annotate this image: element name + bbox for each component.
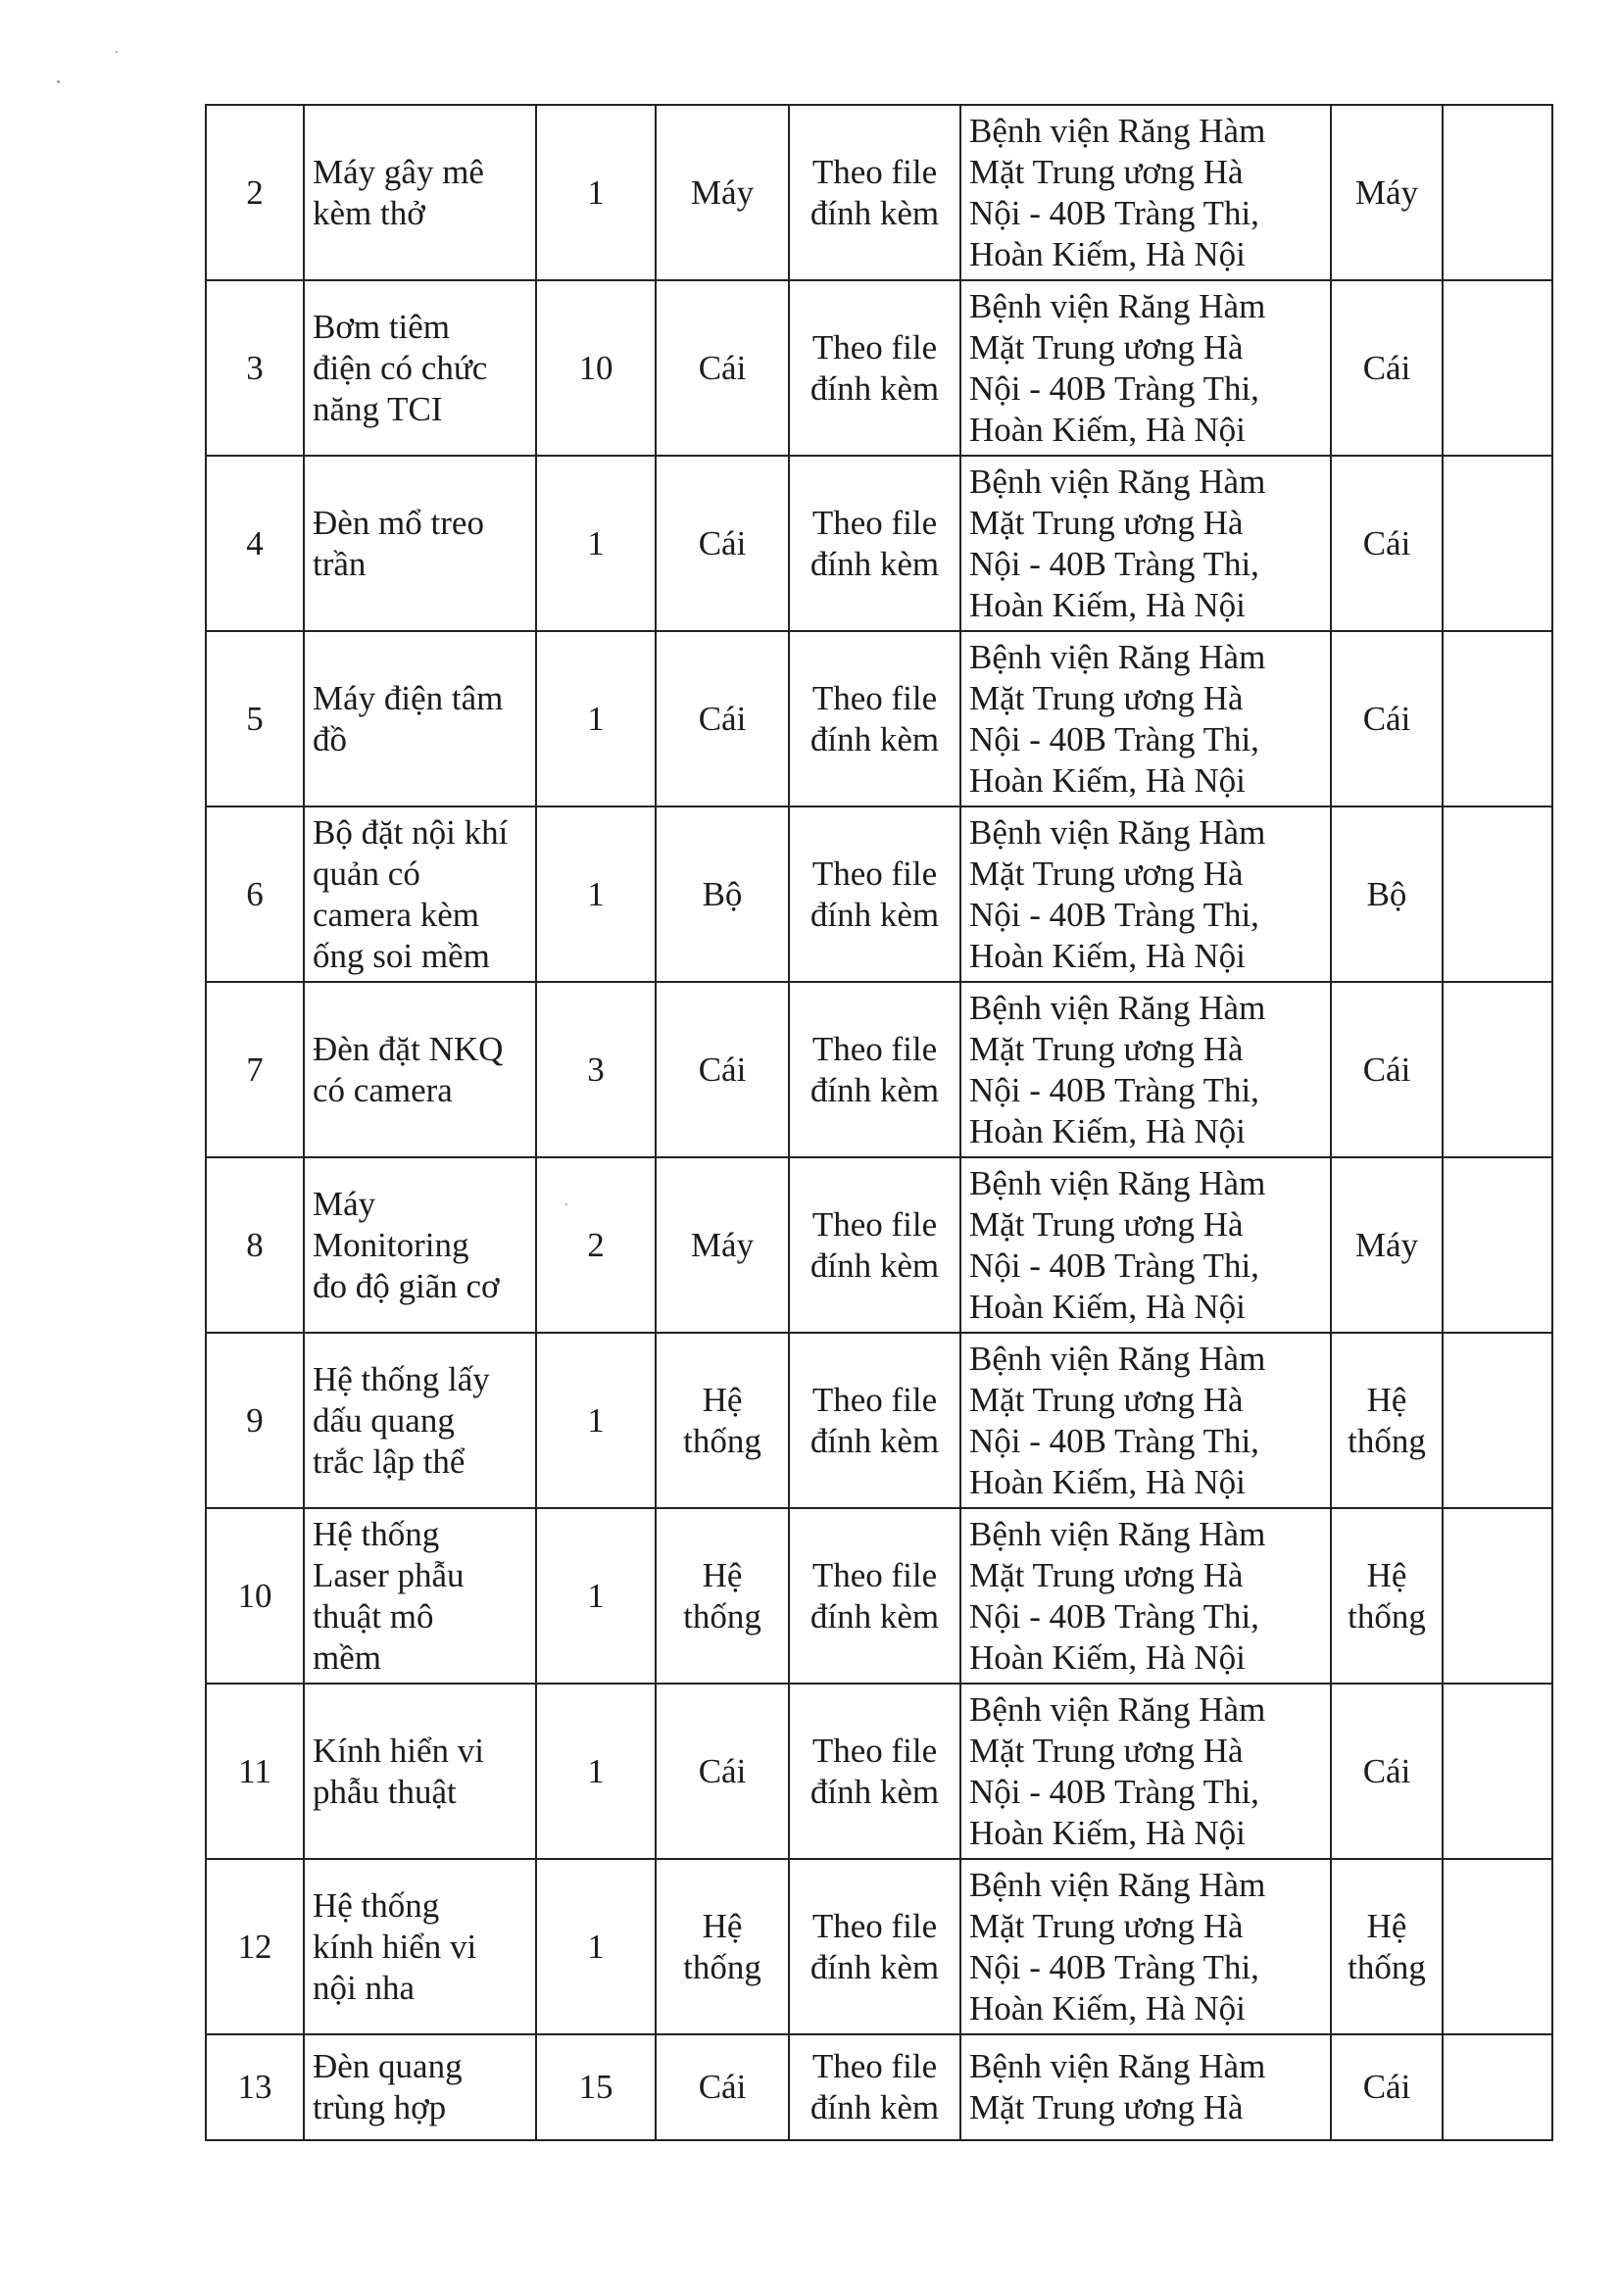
unit-of-account-text: Cái [1362,523,1411,562]
cell-specification [789,1333,960,1508]
cell-quantity: 1 [536,456,656,631]
cell-delivery-location [960,806,1331,982]
delivery-location-text: Bệnh viện Răng Hàm Mặt Trung ương Hà Nội - 40B Tràng Thi, Hoàn Kiếm, Hà Nội [969,1339,1266,1501]
unit-text: Máy [690,1225,755,1264]
unit-text: Hệ thống [683,1555,761,1636]
cell-unit-of-account [1331,1684,1443,1859]
cell-note [1443,982,1552,1157]
delivery-location-text: Bệnh viện Răng Hàm Mặt Trung ương Hà Nội - 40B Tràng Thi, Hoàn Kiếm, Hà Nội [969,111,1266,273]
cell-quantity: 3 [536,982,656,1157]
cell-delivery-location [960,280,1331,456]
cell-delivery-location [960,1157,1331,1333]
cell-stt: 6 [206,806,304,982]
item-name-text: Máy gây mê kèm thở [313,152,484,232]
unit-text: Cái [698,1751,747,1790]
cell-specification [789,631,960,806]
unit-text: Hệ thống [683,1906,761,1986]
unit-of-account-text: Hệ thống [1348,1380,1426,1460]
unit-text: Cái [698,1050,747,1089]
item-name-text: Hệ thống kính hiển vi nội nha [313,1885,477,2007]
cell-item-name [304,1508,536,1684]
cell-delivery-location [960,105,1331,280]
scan-speck [116,51,118,53]
cell-unit-of-account [1331,1508,1443,1684]
cell-unit [656,1508,789,1684]
table-row [206,806,1552,982]
cell-stt: 7 [206,982,304,1157]
cell-item-name [304,1333,536,1508]
table-row [206,2034,1552,2140]
item-name-text: Bộ đặt nội khí quản có camera kèm ống soi mềm [313,812,509,975]
cell-quantity: 1 [536,1508,656,1684]
cell-specification [789,982,960,1157]
cell-item-name [304,806,536,982]
cell-item-name [304,1859,536,2034]
delivery-location-text: Bệnh viện Răng Hàm Mặt Trung ương Hà Nội - 40B Tràng Thi, Hoàn Kiếm, Hà Nội [969,286,1266,449]
item-name-text: Đèn quang trùng hợp [313,2047,463,2126]
unit-of-account-text: Bộ [1366,874,1407,913]
delivery-location-text: Bệnh viện Răng Hàm Mặt Trung ương Hà Nội - 40B Tràng Thi, Hoàn Kiếm, Hà Nội [969,1514,1266,1677]
cell-quantity: 1 [536,1684,656,1859]
cell-stt: 5 [206,631,304,806]
unit-of-account-text: Hệ thống [1348,1906,1426,1986]
unit-of-account-text: Máy [1354,172,1419,212]
table-body [206,105,1552,2140]
cell-specification [789,1508,960,1684]
cell-note [1443,1157,1552,1333]
item-name-text: Máy điện tâm đồ [313,678,504,758]
cell-item-name [304,631,536,806]
item-name-text: Hệ thống lấy dấu quang trắc lập thể [313,1359,490,1481]
specification-text: Theo file đính kèm [809,503,940,583]
cell-stt: 10 [206,1508,304,1684]
unit-of-account-text: Hệ thống [1348,1555,1426,1636]
specification-text: Theo file đính kèm [809,678,940,758]
unit-of-account-text: Cái [1362,1751,1411,1790]
cell-quantity: 2 [536,1157,656,1333]
unit-text: Cái [698,2068,747,2106]
cell-unit [656,456,789,631]
delivery-location-text: Bệnh viện Răng Hàm Mặt Trung ương Hà [969,2047,1266,2126]
cell-unit [656,2034,789,2140]
cell-note [1443,1508,1552,1684]
cell-unit [656,806,789,982]
cell-stt: 3 [206,280,304,456]
table-row [206,982,1552,1157]
cell-note [1443,280,1552,456]
cell-specification [789,806,960,982]
delivery-location-text: Bệnh viện Răng Hàm Mặt Trung ương Hà Nội - 40B Tràng Thi, Hoàn Kiếm, Hà Nội [969,1865,1266,2027]
cell-item-name [304,2034,536,2140]
cell-unit [656,982,789,1157]
specification-text: Theo file đính kèm [809,327,940,408]
specification-text: Theo file đính kèm [809,152,940,232]
unit-of-account-text: Máy [1354,1225,1419,1264]
cell-item-name [304,1684,536,1859]
equipment-table [205,104,1553,2141]
cell-unit-of-account [1331,280,1443,456]
item-name-text: Đèn mổ treo trần [313,503,484,583]
cell-item-name [304,280,536,456]
cell-specification [789,2034,960,2140]
delivery-location-text: Bệnh viện Răng Hàm Mặt Trung ương Hà Nội - 40B Tràng Thi, Hoàn Kiếm, Hà Nội [969,462,1266,624]
table-row [206,1684,1552,1859]
table-row [206,1333,1552,1508]
cell-quantity: 15 [536,2034,656,2140]
unit-text: Cái [698,699,747,738]
cell-specification [789,456,960,631]
cell-stt: 4 [206,456,304,631]
cell-delivery-location [960,456,1331,631]
cell-item-name [304,105,536,280]
unit-text: Cái [698,523,747,562]
cell-unit-of-account [1331,456,1443,631]
item-name-text: Hệ thống Laser phẫu thuật mô mềm [313,1514,465,1677]
cell-unit-of-account [1331,2034,1443,2140]
cell-unit [656,1859,789,2034]
cell-note [1443,105,1552,280]
item-name-text: Kính hiển vi phẫu thuật [313,1731,484,1811]
cell-unit-of-account [1331,631,1443,806]
item-name-text: Đèn đặt NKQ có camera [313,1029,504,1109]
delivery-location-text: Bệnh viện Răng Hàm Mặt Trung ương Hà Nội - 40B Tràng Thi, Hoàn Kiếm, Hà Nội [969,988,1266,1150]
cell-unit-of-account [1331,1859,1443,2034]
specification-text: Theo file đính kèm [809,1029,940,1109]
table-row [206,280,1552,456]
specification-text: Theo file đính kèm [809,1380,940,1460]
cell-quantity: 1 [536,1859,656,2034]
item-name-text: Bơm tiêm điện có chức năng TCI [313,307,488,428]
unit-text: Bộ [702,874,743,913]
unit-of-account-text: Cái [1362,2068,1411,2106]
cell-delivery-location [960,1859,1331,2034]
cell-note [1443,456,1552,631]
item-name-text: Máy Monitoring đo độ giãn cơ [313,1184,500,1305]
cell-unit [656,280,789,456]
table-row [206,1508,1552,1684]
cell-delivery-location [960,1333,1331,1508]
cell-unit-of-account [1331,982,1443,1157]
cell-stt: 11 [206,1684,304,1859]
cell-item-name [304,1157,536,1333]
cell-note [1443,1859,1552,2034]
cell-specification [789,1157,960,1333]
cell-item-name [304,456,536,631]
cell-delivery-location [960,631,1331,806]
table-row [206,631,1552,806]
cell-quantity: 1 [536,1333,656,1508]
cell-unit-of-account [1331,1157,1443,1333]
cell-stt: 8 [206,1157,304,1333]
cell-quantity: 1 [536,806,656,982]
table-row [206,1157,1552,1333]
cell-stt: 9 [206,1333,304,1508]
cell-note [1443,2034,1552,2140]
cell-quantity: 1 [536,631,656,806]
delivery-location-text: Bệnh viện Răng Hàm Mặt Trung ương Hà Nội - 40B Tràng Thi, Hoàn Kiếm, Hà Nội [969,812,1266,975]
cell-quantity: 10 [536,280,656,456]
cell-stt: 13 [206,2034,304,2140]
cell-unit [656,1157,789,1333]
specification-text: Theo file đính kèm [809,1906,940,1986]
cell-note [1443,1333,1552,1508]
unit-text: Cái [698,348,747,387]
unit-text: Hệ thống [683,1380,761,1460]
delivery-location-text: Bệnh viện Răng Hàm Mặt Trung ương Hà Nội - 40B Tràng Thi, Hoàn Kiếm, Hà Nội [969,1689,1266,1852]
delivery-location-text: Bệnh viện Răng Hàm Mặt Trung ương Hà Nội - 40B Tràng Thi, Hoàn Kiếm, Hà Nội [969,1163,1266,1326]
cell-item-name [304,982,536,1157]
cell-stt: 2 [206,105,304,280]
cell-specification [789,105,960,280]
cell-delivery-location [960,982,1331,1157]
cell-stt: 12 [206,1859,304,2034]
table-row [206,105,1552,280]
cell-note [1443,1684,1552,1859]
cell-quantity: 1 [536,105,656,280]
cell-delivery-location [960,2034,1331,2140]
delivery-location-text: Bệnh viện Răng Hàm Mặt Trung ương Hà Nội - 40B Tràng Thi, Hoàn Kiếm, Hà Nội [969,637,1266,800]
specification-text: Theo file đính kèm [809,854,940,934]
cell-specification [789,1859,960,2034]
cell-unit [656,631,789,806]
table-row [206,456,1552,631]
unit-of-account-text: Cái [1362,699,1411,738]
cell-specification [789,1684,960,1859]
cell-unit [656,1333,789,1508]
unit-text: Máy [690,172,755,212]
cell-note [1443,631,1552,806]
cell-unit-of-account [1331,806,1443,982]
specification-text: Theo file đính kèm [809,1555,940,1636]
specification-text: Theo file đính kèm [809,1731,940,1811]
specification-text: Theo file đính kèm [809,1204,940,1285]
table-row [206,1859,1552,2034]
cell-unit [656,105,789,280]
unit-of-account-text: Cái [1362,348,1411,387]
unit-of-account-text: Cái [1362,1050,1411,1089]
cell-delivery-location [960,1508,1331,1684]
specification-text: Theo file đính kèm [809,2047,940,2126]
cell-unit-of-account [1331,1333,1443,1508]
cell-specification [789,280,960,456]
cell-note [1443,806,1552,982]
cell-unit [656,1684,789,1859]
scan-speck [57,80,60,83]
cell-delivery-location [960,1684,1331,1859]
cell-unit-of-account [1331,105,1443,280]
